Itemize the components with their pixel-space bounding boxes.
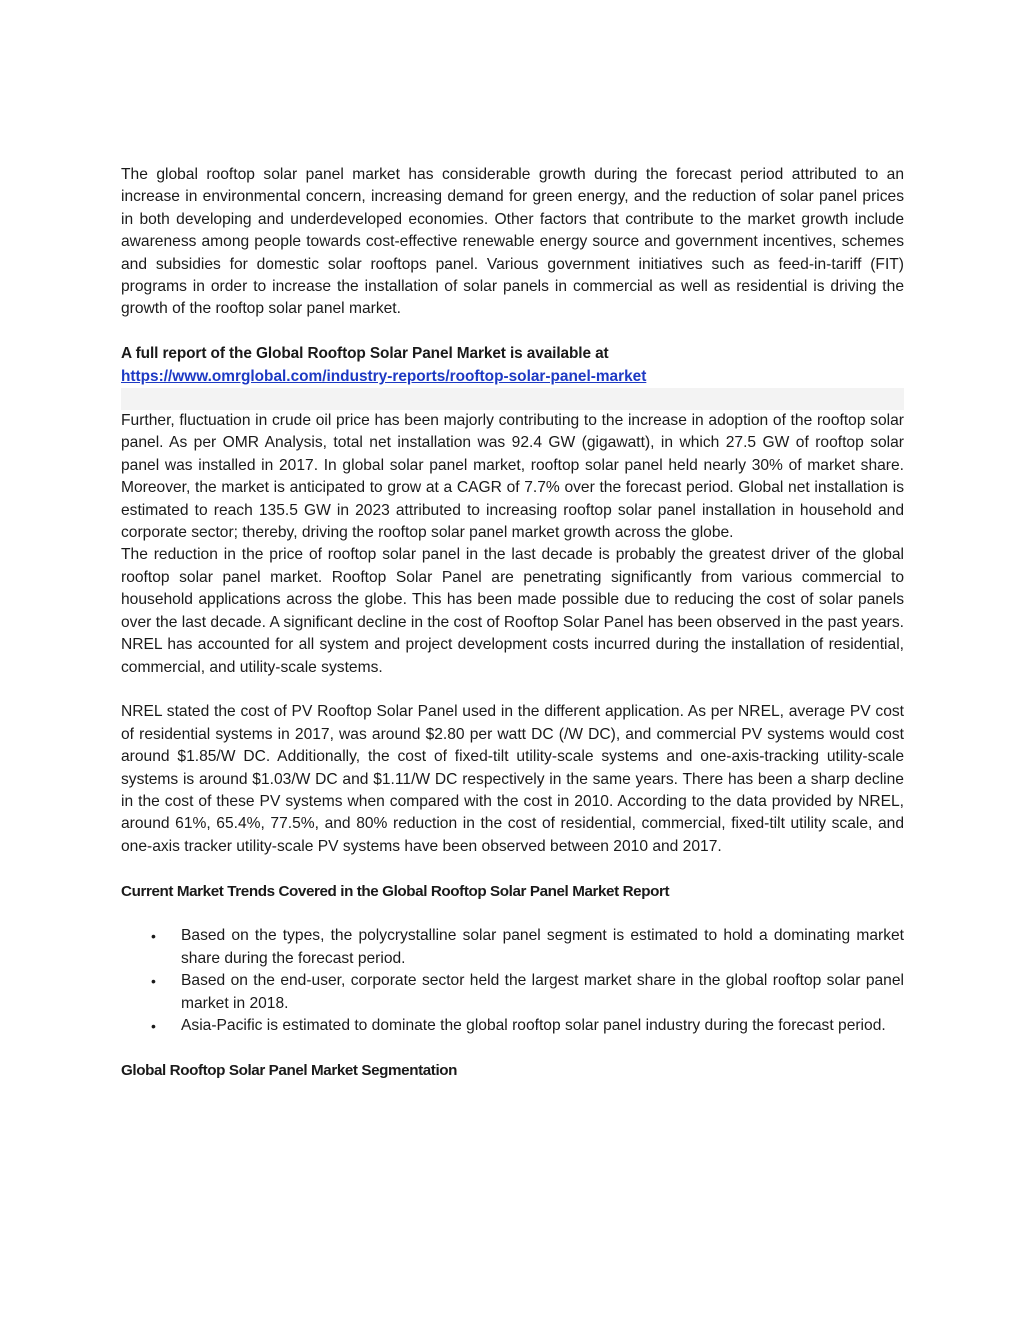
intro-highlight: global rooftop solar panel market bbox=[156, 166, 400, 183]
spacer bbox=[121, 321, 904, 343]
list-item bbox=[121, 970, 904, 1015]
highlight-band bbox=[121, 388, 904, 410]
bullet-icon: • bbox=[151, 1017, 156, 1034]
document-page bbox=[121, 164, 904, 1082]
list-item bbox=[121, 1015, 904, 1037]
trends-list bbox=[121, 925, 904, 1037]
bullet-icon: • bbox=[151, 928, 156, 945]
intro-paragraph bbox=[121, 164, 904, 321]
intro-prefix: The bbox=[121, 166, 157, 183]
paragraph-price-reduction: The reduction in the price of rooftop solar panel in the last decade is probably the greatest driver of the global rooftop solar panel market. Rooftop Solar Panel are penetrating significantly from various commercial to household applications across the globe. This has been made possible due to reducing the cost of solar panels over the last decade. A significant decline in the cost of Rooftop Solar Panel has been observed in the past years. NREL has accounted for all system and project development costs incurred during the installation of residential, commercial, and utility-scale systems. bbox=[121, 546, 904, 676]
list-item-text: Based on the types, the polycrystalline solar panel segment is estimated to hold a dominating market share during the forecast period. bbox=[181, 927, 904, 967]
spacer bbox=[121, 903, 904, 925]
report-label: A full report of the Global Rooftop Solar Panel Market is available at bbox=[121, 345, 609, 363]
bullet-icon: • bbox=[151, 973, 156, 990]
paragraph-oil-price: Further, fluctuation in crude oil price has been majorly contributing to the increase in adoption of the rooftop solar panel. As per OMR Analysis, total net installation was 92.4 GW (gigawatt), in which 27.5 GW of rooftop solar panel was installed in 2017. In global solar panel market, rooftop solar panel held nearly 30% of market share. Moreover, the market is anticipated to grow at a CAGR of 7.7% over the forecast period. Global net installation is estimated to reach 135.5 GW in 2023 attributed to increasing rooftop solar panel installation in household and corporate sector; thereby, driving the rooftop solar panel market growth across the globe. bbox=[121, 412, 904, 542]
segmentation-heading: Global Rooftop Solar Panel Market Segmentation bbox=[121, 1061, 458, 1079]
list-item-text: Based on the end-user, corporate sector held the largest market share in the global rooftop solar panel market in 2018. bbox=[181, 972, 904, 1012]
trends-heading: Current Market Trends Covered in the Global Rooftop Solar Panel Market Report bbox=[121, 882, 670, 900]
spacer bbox=[121, 858, 904, 880]
report-link-line bbox=[121, 366, 904, 388]
spacer bbox=[121, 1037, 904, 1059]
spacer bbox=[121, 679, 904, 701]
list-item bbox=[121, 925, 904, 970]
paragraph-nrel-cost: NREL stated the cost of PV Rooftop Solar Panel used in the different application. As per NREL, average PV cost of residential systems in 2017, was around $2.80 per watt DC (/W DC), and commercial PV systems would cost around $1.85/W DC. Additionally, the cost of fixed-tilt utility-scale systems and one-axis-tracking utility-scale systems is around $1.03/W DC and $1.11/W DC respectively in the same years. There has been a sharp decline in the cost of these PV systems when compared with the cost in 2010. According to the data provided by NREL, around 61%, 65.4%, 77.5%, and 80% reduction in the cost of residential, commercial, fixed-tilt utility scale, and one-axis tracker utility-scale PV systems have been observed between 2010 and 2017. bbox=[121, 703, 904, 855]
report-link[interactable]: https://www.omrglobal.com/industry-reports/rooftop-solar-panel-market bbox=[121, 367, 647, 385]
list-item-text: Asia-Pacific is estimated to dominate the global rooftop solar panel industry during the forecast period. bbox=[181, 1016, 886, 1034]
intro-rest: has considerable growth during the forecast period attributed to an increase in environmental concern, increasing demand for green energy, and the reduction of solar panel prices in both developing and underdeveloped economies. Other factors that contribute to the market growth include awareness among people towards cost-effective renewable energy source and government incentives, schemes and subsidies for domestic solar rooftops panel. Various government initiatives such as feed-in-tariff (FIT) programs in order to increase the installation of solar panels in commercial as well as residential is driving the growth of the rooftop solar panel market. bbox=[121, 166, 905, 318]
